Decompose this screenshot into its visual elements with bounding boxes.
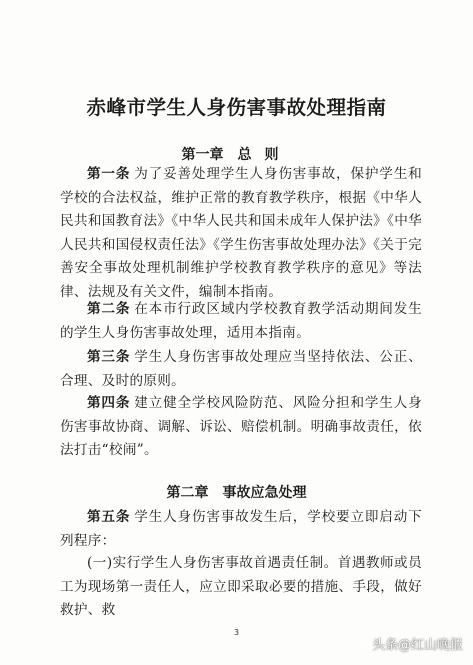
- article-2: [60, 298, 422, 345]
- article-2-text: 在本市行政区域内学校教育教学活动期间发生的学生人身伤害事故处理，适用本指南。: [60, 301, 423, 341]
- chapter-2-heading: [0, 482, 473, 502]
- article-3: [60, 346, 422, 393]
- article-1-text: 为了妥善处理学生人身伤害事故，保护学生和学校的合法权益，维护正常的教育教学秩序，根据《中华人民共和国教育法》《中华人民共和国未成年人保护法》《中华人民共和国侵权责任法》《学生伤害事故处理办法》《关于完善安全事故处理机制维护学校教育教学秩序的意见》等法律、法规及有关文件，编制本指南。: [60, 166, 423, 300]
- article-5: [60, 506, 422, 553]
- document-title: 赤峰市学生人身伤害事故处理指南: [86, 96, 387, 119]
- page-number: 3: [233, 628, 240, 637]
- article-5-label: 第五条: [87, 509, 131, 525]
- article-3-text: 学生人身伤害事故处理应当坚持依法、公正、合理、及时的原则。: [60, 349, 423, 389]
- watermark: [355, 634, 463, 653]
- article-5-text: 学生人身伤害事故发生后，学校要立即启动下列程序：: [60, 509, 423, 549]
- chapter-1-label: 第一章: [181, 147, 224, 163]
- article-5-item-1: [60, 552, 422, 623]
- article-3-label: 第三条: [87, 349, 131, 365]
- camera-icon: [355, 637, 369, 651]
- article-5-item-1-text: (一)实行学生人身伤害事故首遇责任制。首遇教师或员工为现场第一责任人，应立即采取必要的措施、手段，做好救护、救: [60, 555, 422, 618]
- article-1: [60, 163, 422, 304]
- article-4-text: 建立健全学校风险防范、风险分担和学生人身伤害事故协商、调解、诉讼、赔偿机制。明确事故责任，依法打击“校闹”。: [60, 395, 423, 458]
- chapter-2-text: 事故应急处理: [222, 485, 307, 501]
- article-2-label: 第二条: [87, 301, 131, 317]
- chapter-1-text: 总则: [237, 147, 292, 163]
- article-1-label: 第一条: [87, 166, 131, 182]
- watermark-text: 头条@红山晚报: [371, 638, 463, 653]
- article-4: [60, 392, 422, 463]
- article-4-label: 第四条: [87, 395, 131, 411]
- chapter-1-heading: [0, 144, 473, 164]
- chapter-2-label: 第二章: [166, 485, 209, 501]
